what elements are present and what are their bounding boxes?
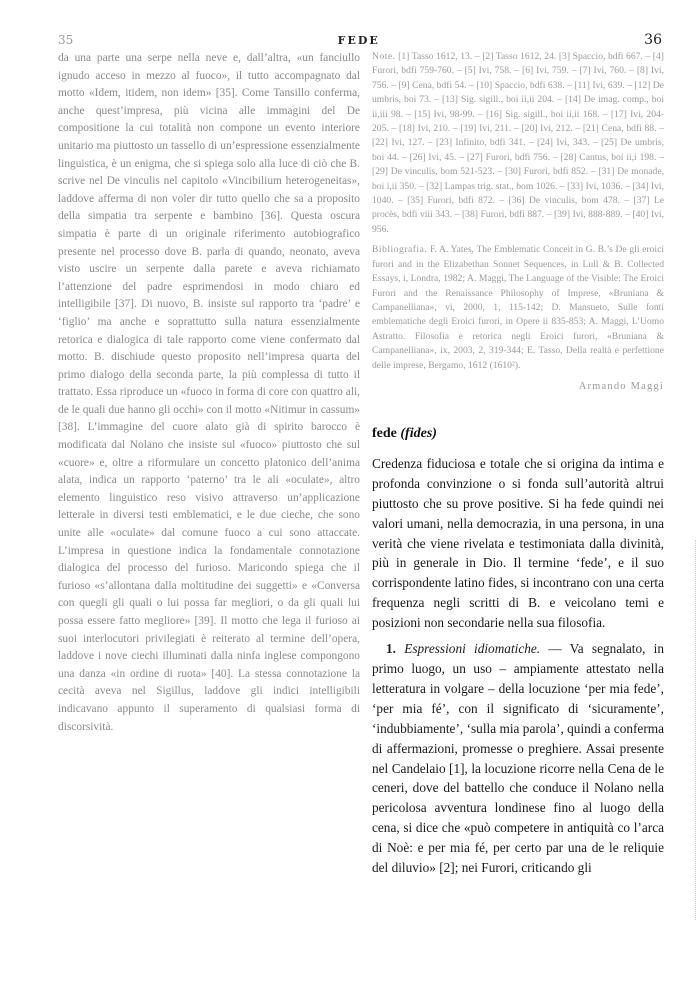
left-column-text: da una parte una serpe nella neve e, dall’altra, «un fanciullo ignudo acceso in mezzo al fuoco», il tutto accompagnato dal motto «Idem, itidem, non idem» [35]. Come Tansillo conferma, anche quest’impresa, più vicina alle immagini del De compositione la cui totalità non compone un evento interiore unitario ma piuttosto un tassello di un’espressione essenzialmente linguistica, è un enigma, che si spiega solo alla luce di ciò che B. scrive nel De vinculis nel capitolo «Vincibilium heterogeneitas», laddove afferma di non voler dir tutto quello che sa a proposito della simpatia tra serpente e bambino [36]. Questa oscura simpatia è parte di un originale riferimento autobiografico presente nel processo dove B. parla di quando, neonato, aveva visto uscire un serpente dalla parete e aveva richiamato l’attenzione del padre esprimendosi in modo chiaro ed intelligibile [37]. Di nuovo, B. insiste sul rapporto tra ‘padre’ e ‘figlio’ ma anche e soprattutto sulla natura essenzialmente retorica e dialogica di tale rapporto come viene confermato dal motto. B. dischiude questo proposito nell’impresa quarta del primo dialogo della seconda parte, la più complessa di tutto il trattato. Essa riproduce un «fuoco in forma di core con quattro ali, de le quali due hanno gli occhi» con il motto «Nitimur in cassum» [38]. L’immagine del cuore alato già di spirito barocco è modificata dal Nolano che insiste sul «fuoco» piuttosto che sul «cuore» e, oltre a riformulare un concetto platonico dell’anima alata, indica un rapporto ‘paterno’ tra le ali «oculate», altro elemento linguistico reso visivo attraverso un’applicazione letterale in diversi testi emblematici, e le due cieche, che sono unite alle «oculate» dal comune fuoco a cui sono attaccate. L’impresa in questione indica la fondamentale connotazione dialogica del processo del furioso. Maricondo spiega che il furioso «s’allontana dalla moltitudine dei suggetti» e «Conversa con quegli gli quali o lui possa far megliori, o da gli quali lui possa essere fatto megliore» [39]. Il motto che lega il furioso ai suoi interlocutori privilegiati è reiterato al termine dell’opera, laddove i nove ciechi illuminati dalla ninfa inglese compongono una danza «in ordine di ruota» [40]. La stessa connotazione la cecità aveva nel Sigillus, laddove gli indici intelligibili indicavano appunto il superamento di qualsiasi forma di discorsività.: [58, 52, 360, 733]
entry-body: [372, 454, 664, 878]
notes-lead: Note.: [372, 51, 396, 62]
bibliography-lead: Bibliografia.: [372, 244, 428, 256]
section-text: — Va segnalato, in primo luogo, un uso – ampiamente attestato nella letteratura in volgare – della locuzione ‘per mia fede’, ‘per mia fé’, con il significato di ‘sicuramente’, ‘indubbiamente’, ‘sulla mia parola’, quindi a conferma di affermazioni, promesse o preghiere. Assai presente nel Candelaio [1], la locuzione ricorre nella Cena de le ceneri, dove del battello che conduce il Nolano nella pericolosa avventura londinese fino al luogo della cena, si dice che «può competere in antiquità co l’arca di Noè: e per mia fé, per certo par una de le reliquie del diluvio» [2]; nei Furori, criticando gli: [372, 641, 665, 876]
entry-section-1: [372, 639, 664, 878]
section-number: 1.: [386, 641, 396, 657]
headword: fede: [372, 425, 397, 441]
page-number-left: 35: [58, 33, 74, 47]
entry-intro: Credenza fiduciosa e totale che si origina da intima e profonda convinzione o si fonda sull’autorità altrui piuttosto che su prove positive. Si ha fede quindi nei valori umani, nella democrazia, in una persona, in una verità che viene rivelata e testimoniata dalla divinità, più in generale in Dio. Il termine ‘fede’, e il suo corrispondente latino fides, si incontrano con una certa frequenza negli scritti di B. e veicolano temi e posizioni non secondarie nella sua filosofia.: [372, 455, 664, 631]
notes-text: [1] Tasso 1612, 13. – [2] Tasso 1612, 24. [3] Spaccio, bdfi 667. – [4] Furori, bdfi 759-760. – [5] Ivi, 758. – [6] Ivi, 759. – [7] Ivi, 760. – [8] Ivi, 756. – [9] Cena, bdfi 54. – [10] Spaccio, bdfi 638. – [11] Ivi, 639. – [12] De umbris, boi 73. – [13] Sig. sigill., boi ii,ii 204. – [14] De imag. comp., boi ii,iii 98. – [15] Ivi, 98-99. – [16] Sig. sigill., boi ii,ii 168. – [17] Ivi, 204-205. – [18] Ivi, 210. – [19] Ivi, 211. – [20] Ivi, 212. – [21] Cena, bdfi 88. – [22] Ivi, 127. – [23] Infinito, bdfi 341. – [24] Ivi, 343. – [25] De umbris, boi 44. – [26] Ivi, 45. – [27] Furori, bdfi 756. – [28] Cantus, boi ii,i 198. – [29] De vinculis, bom 521-523. – [30] Furori, bdfi 852. – [31] De monade, boi i,ii 350. – [32] Lampas trig. stat., bom 1026. – [33] Ivi, 1036. – [34] Ivi, 1040. – [35] Furori, bdfi 872. – [36] De vinculis, bom 478. – [37] Le procès, bdfi viii 343. – [38] Furori, bdfi 887. – [39] Ivi, 888-889. – [40] Ivi, 956.: [372, 51, 664, 235]
page-number-right: 36: [644, 32, 662, 48]
section-title: Espressioni idiomatiche.: [404, 641, 541, 657]
margin-scan-artifact: [689, 540, 696, 920]
headword-latin: (fides): [400, 425, 437, 441]
left-column: [58, 50, 360, 736]
running-header: [58, 30, 662, 50]
bibliography-block: [372, 243, 664, 373]
bibliography-text: F. A. Yates, The Emblematic Conceit in G. B.’s De gli eroici furori and in the Elizabethan Sonnet Sequences, in Lull & B. Collected Essays, i, Londra, 1982; A. Maggi, The Language of the Visible: The Eroici Furori and the Renaissance Philosophy of Imprese, «Bruniana & Campanelliana», vi, 2000, 1, 115-142; D. Mansueto, Sulle fonti emblematiche degli Eroici furori, in Opere ii 835-853; A. Maggi, L’Uomo Astratto. Filosofia e retorica negli Eroici furori, «Bruniana & Campanelliana», ix, 2003, 2, 319-344; E. Tasso, Della realtà e perfettione delle imprese, Bergamo, 1612 (1610²).: [372, 244, 664, 371]
right-column: [372, 50, 664, 878]
entry-headword: [372, 426, 664, 442]
running-title: FEDE: [337, 33, 380, 47]
article-author: Armando Maggi: [578, 380, 664, 392]
notes-block: [372, 50, 664, 237]
